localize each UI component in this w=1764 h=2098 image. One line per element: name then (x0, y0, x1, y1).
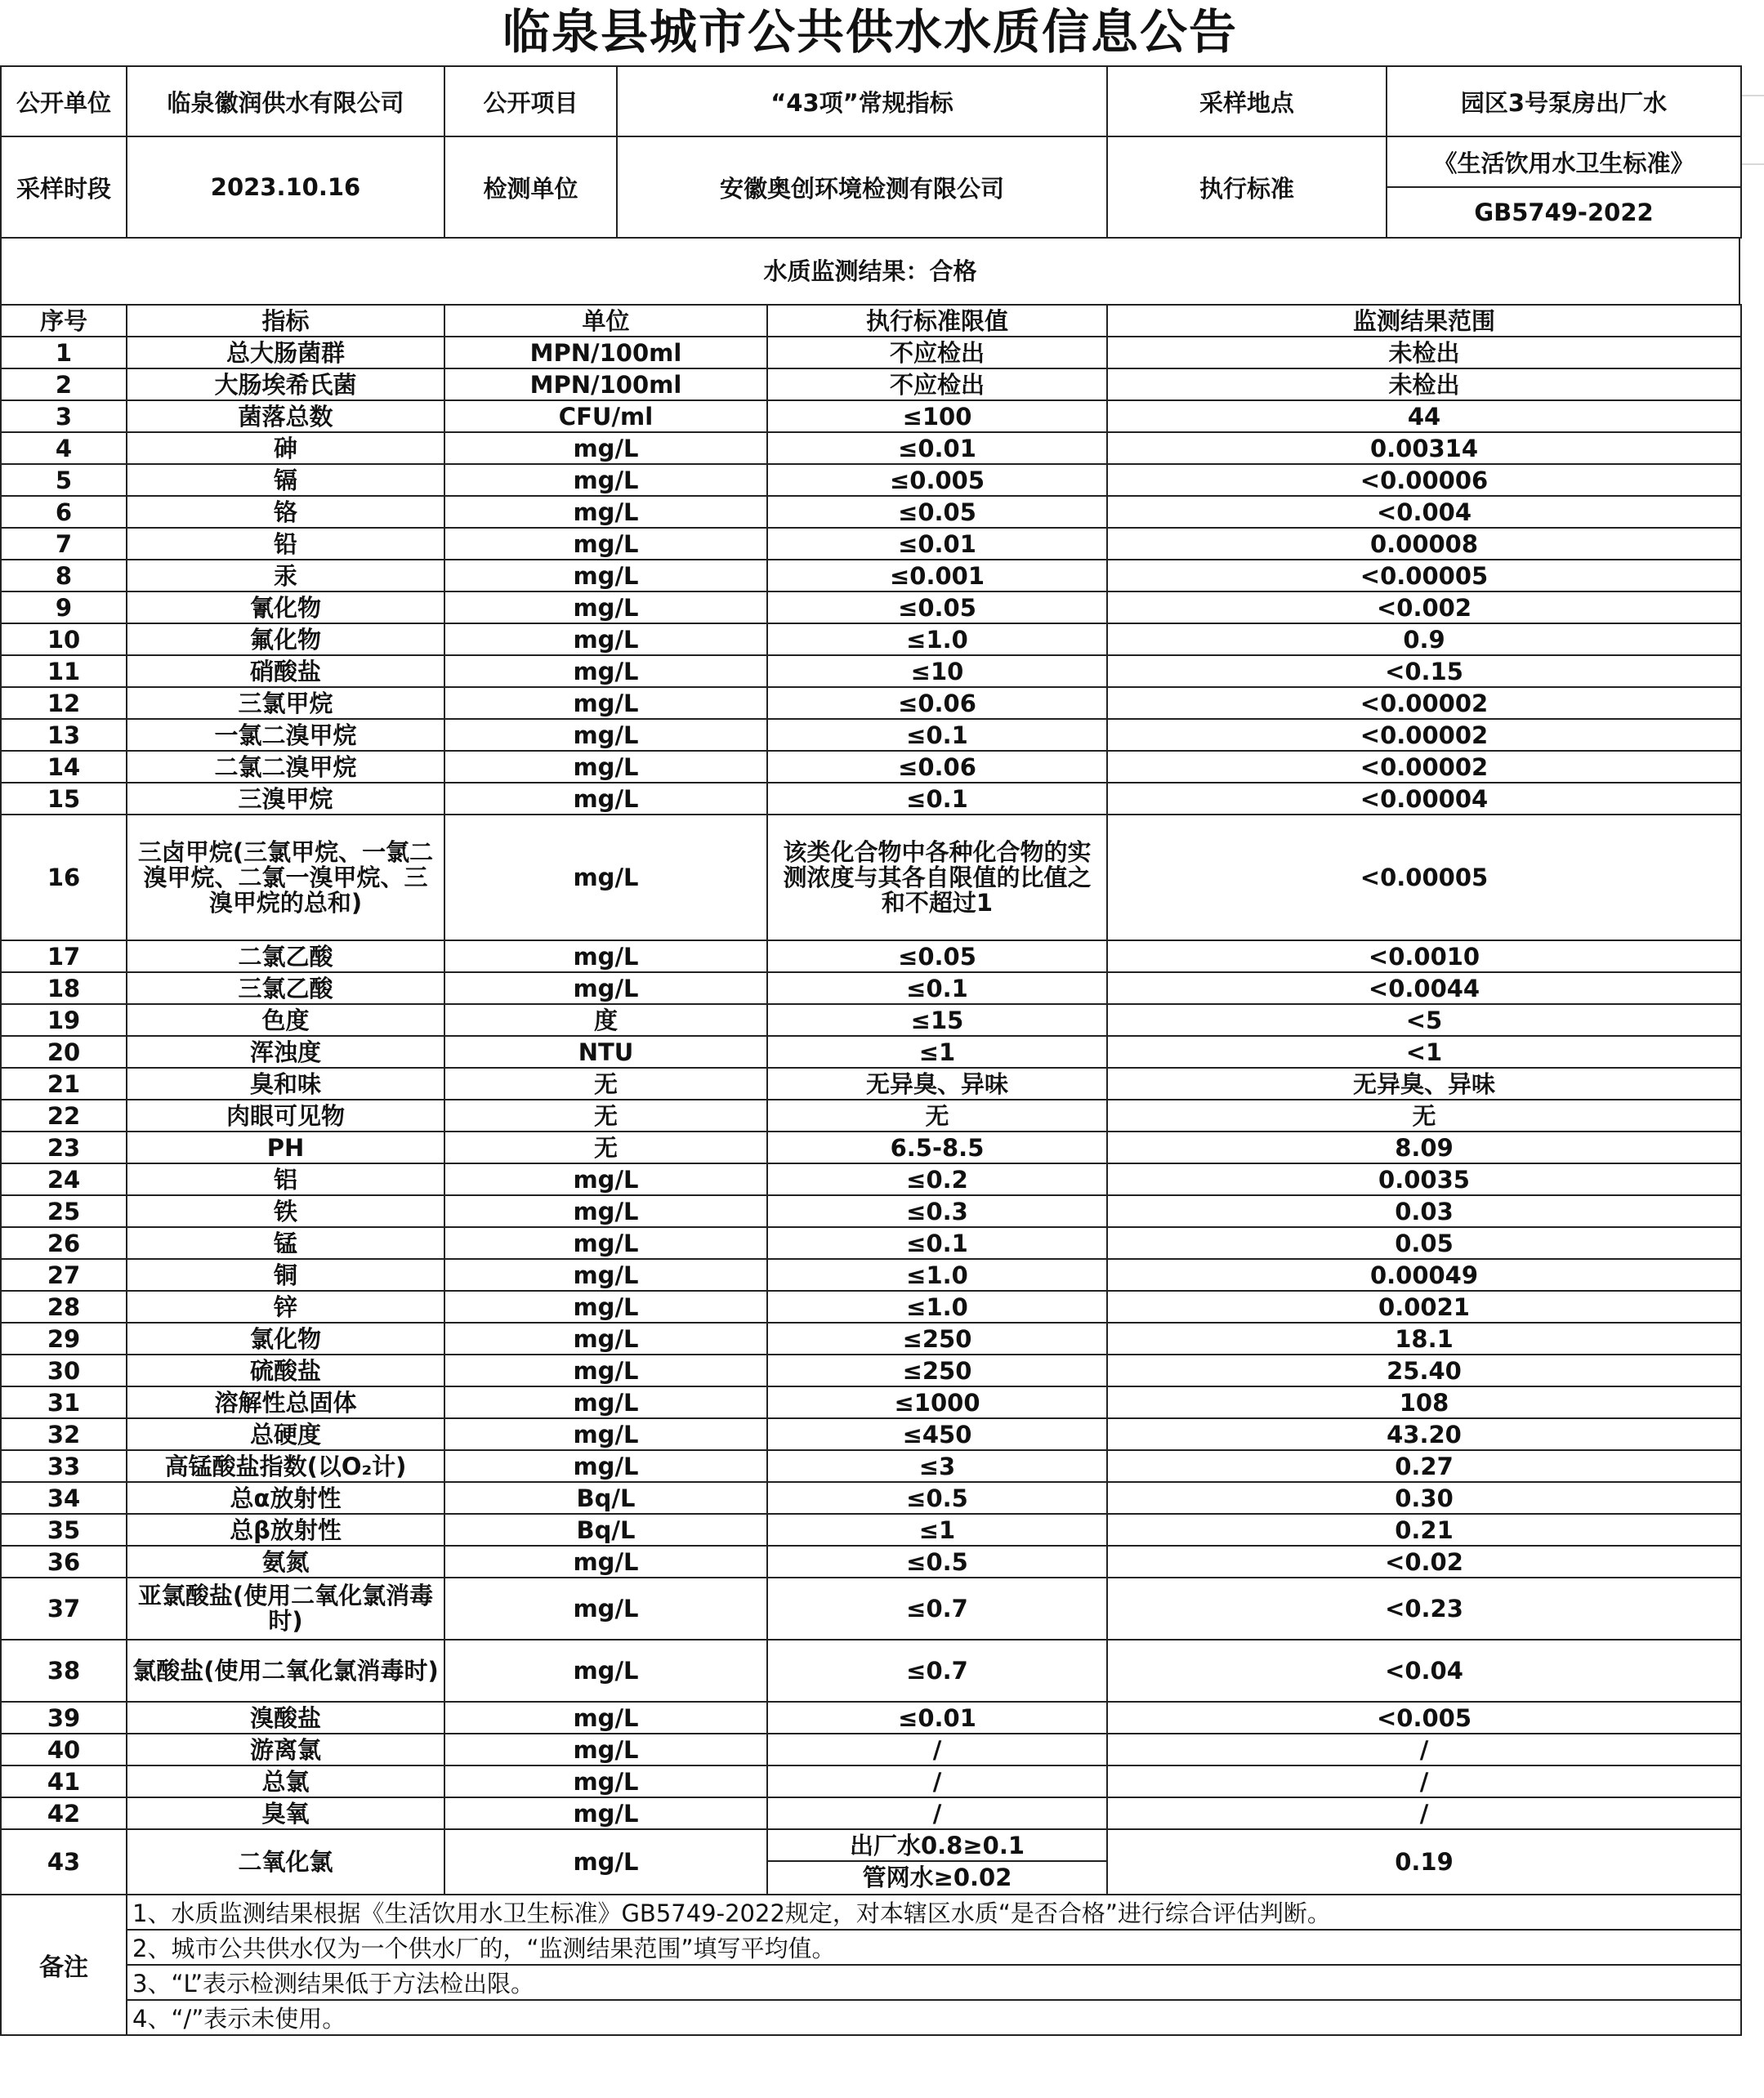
table-row (1, 528, 1741, 560)
row-indicator: 硫酸盐 (127, 1355, 444, 1386)
table-row (1, 972, 1741, 1004)
row-indicator: 砷 (127, 432, 444, 464)
row-result: / (1107, 1765, 1741, 1797)
row-no: 42 (1, 1797, 127, 1829)
row-unit: MPN/100ml (444, 368, 767, 400)
table-row (1, 560, 1741, 591)
table-row (1, 1830, 1741, 1895)
row-unit: mg/L (444, 1386, 767, 1418)
row-unit: 度 (444, 1004, 767, 1036)
row-result: / (1107, 1797, 1741, 1829)
table-row (1, 1355, 1741, 1386)
lab-value: 安徽奥创环境检测有限公司 (617, 136, 1107, 238)
notes-label: 备注 (1, 1895, 127, 2035)
row-indicator: 总大肠菌群 (127, 337, 444, 368)
row-limit: 无异臭、异味 (767, 1068, 1107, 1100)
note-item: 4、“/”表示未使用。 (127, 2000, 1741, 2035)
row-indicator: 镉 (127, 464, 444, 496)
row-no: 2 (1, 368, 127, 400)
table-row (1, 1163, 1741, 1195)
row-unit: mg/L (444, 1450, 767, 1482)
row-unit: mg/L (444, 432, 767, 464)
table-row (1, 1734, 1741, 1765)
table-row (1, 1259, 1741, 1291)
row-no: 7 (1, 528, 127, 560)
row-result: 未检出 (1107, 368, 1741, 400)
row-no: 41 (1, 1765, 127, 1797)
row-indicator: 臭氧 (127, 1797, 444, 1829)
notes-table (0, 1895, 1742, 2036)
row-no: 19 (1, 1004, 127, 1036)
row-result: <0.04 (1107, 1640, 1741, 1702)
row-limit: ≤0.005 (767, 464, 1107, 496)
row-limit: ≤0.2 (767, 1163, 1107, 1195)
table-row (1, 464, 1741, 496)
row-unit: mg/L (444, 972, 767, 1004)
row-result: <1 (1107, 1036, 1741, 1068)
row-unit: mg/L (444, 687, 767, 719)
table-row (1, 783, 1741, 815)
row-unit: mg/L (444, 655, 767, 687)
row-result: <0.00002 (1107, 687, 1741, 719)
row-indicator: 二氯乙酸 (127, 940, 444, 972)
row-result: / (1107, 1734, 1741, 1765)
table-row (1, 591, 1741, 623)
period-label: 采样时段 (1, 136, 127, 238)
row-limit: ≤1000 (767, 1386, 1107, 1418)
item-value: “43项”常规指标 (617, 66, 1107, 136)
row-unit: mg/L (444, 1323, 767, 1355)
row-unit: mg/L (444, 1830, 767, 1895)
result-summary: 水质监测结果：合格 (0, 239, 1740, 304)
table-row (1, 1546, 1741, 1578)
row-limit: ≤0.1 (767, 719, 1107, 751)
row-unit: mg/L (444, 1546, 767, 1578)
row-limit: ≤0.1 (767, 972, 1107, 1004)
row-indicator: 溶解性总固体 (127, 1386, 444, 1418)
row-result: 25.40 (1107, 1355, 1741, 1386)
row-result: 0.9 (1107, 623, 1741, 655)
row-indicator: 二氧化氯 (127, 1830, 444, 1895)
row-unit: mg/L (444, 560, 767, 591)
table-row (1, 1068, 1741, 1100)
row-limit: / (767, 1734, 1107, 1765)
row-indicator: 二氯二溴甲烷 (127, 751, 444, 783)
row-limit: 不应检出 (767, 337, 1107, 368)
table-row (1, 496, 1741, 528)
row-indicator: 浑浊度 (127, 1036, 444, 1068)
row-no: 17 (1, 940, 127, 972)
row-limit: ≤10 (767, 655, 1107, 687)
row-limit: ≤1.0 (767, 1259, 1107, 1291)
row-indicator: 汞 (127, 560, 444, 591)
info-table (0, 65, 1742, 239)
table-row (1, 337, 1741, 368)
row-no: 24 (1, 1163, 127, 1195)
row-unit: mg/L (444, 1291, 767, 1323)
row-indicator: 总β放射性 (127, 1514, 444, 1546)
row-no: 39 (1, 1702, 127, 1734)
note-item: 2、城市公共供水仅为一个供水厂的，“监测结果范围”填写平均值。 (127, 1930, 1741, 1965)
row-no: 28 (1, 1291, 127, 1323)
table-row (1, 400, 1741, 432)
table-row (1, 1578, 1741, 1640)
row-limit: ≤0.01 (767, 1702, 1107, 1734)
row-result: <0.005 (1107, 1702, 1741, 1734)
row-no: 6 (1, 496, 127, 528)
row-unit: MPN/100ml (444, 337, 767, 368)
row-limit: 不应检出 (767, 368, 1107, 400)
row-result: <0.002 (1107, 591, 1741, 623)
site-value: 园区3号泵房出厂水 (1387, 66, 1741, 136)
row-limit-plant: 出厂水0.8≥0.1 (768, 1830, 1106, 1862)
row-unit: mg/L (444, 623, 767, 655)
table-row (1, 1482, 1741, 1514)
row-no: 29 (1, 1323, 127, 1355)
report-sheet (0, 65, 1740, 2036)
row-limit: ≤0.7 (767, 1578, 1107, 1640)
row-no: 5 (1, 464, 127, 496)
row-unit: 无 (444, 1132, 767, 1163)
table-row (1, 940, 1741, 972)
row-result: 0.19 (1107, 1830, 1741, 1895)
row-result: 无异臭、异味 (1107, 1068, 1741, 1100)
row-limit: ≤0.01 (767, 528, 1107, 560)
row-limit: ≤1.0 (767, 1291, 1107, 1323)
standard-value-code: GB5749-2022 (1387, 187, 1741, 238)
row-limit: ≤0.1 (767, 1227, 1107, 1259)
table-row (1, 368, 1741, 400)
row-limit: ≤0.06 (767, 751, 1107, 783)
row-indicator: 锰 (127, 1227, 444, 1259)
row-indicator: 肉眼可见物 (127, 1100, 444, 1132)
standard-label: 执行标准 (1107, 136, 1387, 238)
row-limit: 该类化合物中各种化合物的实测浓度与其各自限值的比值之和不超过1 (767, 815, 1107, 940)
row-limit: ≤450 (767, 1418, 1107, 1450)
row-unit: mg/L (444, 1578, 767, 1640)
row-unit: mg/L (444, 1227, 767, 1259)
row-result: <0.15 (1107, 655, 1741, 687)
row-unit: mg/L (444, 1734, 767, 1765)
row-limit: ≤0.01 (767, 432, 1107, 464)
row-limit: 无 (767, 1100, 1107, 1132)
row-result: <0.004 (1107, 496, 1741, 528)
row-limit: ≤1.0 (767, 623, 1107, 655)
row-no: 23 (1, 1132, 127, 1163)
row-unit: mg/L (444, 1418, 767, 1450)
row-unit: mg/L (444, 719, 767, 751)
table-header-row (1, 305, 1741, 337)
row-result: 18.1 (1107, 1323, 1741, 1355)
note-item: 1、水质监测结果根据《生活饮用水卫生标准》GB5749-2022规定，对本辖区水质“是否合格”进行综合评估判断。 (127, 1895, 1741, 1930)
row-unit: mg/L (444, 1355, 767, 1386)
row-result: 108 (1107, 1386, 1741, 1418)
row-no: 1 (1, 337, 127, 368)
row-result: 0.0035 (1107, 1163, 1741, 1195)
row-no: 21 (1, 1068, 127, 1100)
row-unit: 无 (444, 1068, 767, 1100)
row-indicator: 菌落总数 (127, 400, 444, 432)
row-result: 43.20 (1107, 1418, 1741, 1450)
row-limit-network: 管网水≥0.02 (862, 1864, 1012, 1891)
row-limit: ≤0.1 (767, 783, 1107, 815)
row-indicator: 硝酸盐 (127, 655, 444, 687)
row-limit: ≤0.001 (767, 560, 1107, 591)
row-result: <0.00006 (1107, 464, 1741, 496)
row-result: 8.09 (1107, 1132, 1741, 1163)
table-row (1, 1291, 1741, 1323)
row-indicator: 亚氯酸盐(使用二氧化氯消毒时) (127, 1578, 444, 1640)
row-no: 10 (1, 623, 127, 655)
row-unit: mg/L (444, 1163, 767, 1195)
row-unit: mg/L (444, 815, 767, 940)
lab-label: 检测单位 (444, 136, 617, 238)
row-result: <0.00005 (1107, 560, 1741, 591)
row-indicator: 溴酸盐 (127, 1702, 444, 1734)
row-no: 40 (1, 1734, 127, 1765)
row-indicator: 氰化物 (127, 591, 444, 623)
row-no: 22 (1, 1100, 127, 1132)
row-no: 32 (1, 1418, 127, 1450)
row-result: <0.00002 (1107, 751, 1741, 783)
row-result: 0.27 (1107, 1450, 1741, 1482)
table-row (1, 623, 1741, 655)
row-unit: mg/L (444, 591, 767, 623)
table-row (1, 432, 1741, 464)
row-indicator: 锌 (127, 1291, 444, 1323)
row-indicator: 色度 (127, 1004, 444, 1036)
row-indicator: 高锰酸盐指数(以O₂计) (127, 1450, 444, 1482)
row-indicator: 铁 (127, 1195, 444, 1227)
row-limit: ≤0.7 (767, 1640, 1107, 1702)
row-no: 3 (1, 400, 127, 432)
period-value: 2023.10.16 (127, 136, 444, 238)
row-no: 27 (1, 1259, 127, 1291)
row-limit: ≤0.05 (767, 940, 1107, 972)
row-no: 25 (1, 1195, 127, 1227)
row-unit: mg/L (444, 1702, 767, 1734)
row-result: <5 (1107, 1004, 1741, 1036)
row-43-table (0, 1830, 1742, 1895)
row-result: 0.00049 (1107, 1259, 1741, 1291)
table-row (1, 1100, 1741, 1132)
row-indicator: 三氯乙酸 (127, 972, 444, 1004)
row-no: 16 (1, 815, 127, 940)
row-result: 无 (1107, 1100, 1741, 1132)
row-no: 37 (1, 1578, 127, 1640)
table-row (1, 687, 1741, 719)
table-row (1, 815, 1741, 940)
page-title: 临泉县城市公共供水水质信息公告 (502, 4, 1238, 60)
row-indicator: PH (127, 1132, 444, 1163)
row-limit (767, 1830, 1107, 1895)
row-no: 18 (1, 972, 127, 1004)
row-indicator: 游离氯 (127, 1734, 444, 1765)
col-header-indicator: 指标 (127, 305, 444, 337)
row-no: 14 (1, 751, 127, 783)
row-indicator: 铅 (127, 528, 444, 560)
row-indicator: 三氯甲烷 (127, 687, 444, 719)
table-row (1, 1036, 1741, 1068)
row-indicator: 铝 (127, 1163, 444, 1195)
row-indicator: 铬 (127, 496, 444, 528)
unit-label: 公开单位 (1, 66, 127, 136)
row-unit: mg/L (444, 783, 767, 815)
row-unit: mg/L (444, 464, 767, 496)
note-item: 3、“L”表示检测结果低于方法检出限。 (127, 1965, 1741, 2000)
row-limit: ≤250 (767, 1355, 1107, 1386)
row-unit: Bq/L (444, 1514, 767, 1546)
row-no: 26 (1, 1227, 127, 1259)
row-limit: 6.5-8.5 (767, 1132, 1107, 1163)
standard-value-name: 《生活饮用水卫生标准》 (1387, 136, 1741, 187)
item-label: 公开项目 (444, 66, 617, 136)
row-limit: ≤1 (767, 1036, 1107, 1068)
row-limit: ≤15 (767, 1004, 1107, 1036)
row-no: 35 (1, 1514, 127, 1546)
row-indicator: 铜 (127, 1259, 444, 1291)
table-row (1, 1702, 1741, 1734)
table-row (1, 1640, 1741, 1702)
row-no: 30 (1, 1355, 127, 1386)
row-limit: ≤0.5 (767, 1482, 1107, 1514)
row-no: 20 (1, 1036, 127, 1068)
row-result: <0.00004 (1107, 783, 1741, 815)
row-result: 0.00314 (1107, 432, 1741, 464)
row-limit: ≤0.5 (767, 1546, 1107, 1578)
row-indicator: 三溴甲烷 (127, 783, 444, 815)
row-no: 33 (1, 1450, 127, 1482)
row-no: 8 (1, 560, 127, 591)
table-row (1, 719, 1741, 751)
row-unit: CFU/ml (444, 400, 767, 432)
row-no: 11 (1, 655, 127, 687)
row-no: 43 (1, 1830, 127, 1895)
table-row (1, 1386, 1741, 1418)
row-unit: mg/L (444, 496, 767, 528)
row-limit: ≤100 (767, 400, 1107, 432)
row-unit: mg/L (444, 1797, 767, 1829)
row-no: 15 (1, 783, 127, 815)
row-indicator: 氯酸盐(使用二氧化氯消毒时) (127, 1640, 444, 1702)
row-no: 31 (1, 1386, 127, 1418)
row-unit: mg/L (444, 1259, 767, 1291)
row-no: 38 (1, 1640, 127, 1702)
row-limit: ≤0.3 (767, 1195, 1107, 1227)
row-no: 12 (1, 687, 127, 719)
row-indicator: 臭和味 (127, 1068, 444, 1100)
row-result: 0.21 (1107, 1514, 1741, 1546)
row-limit: ≤0.05 (767, 496, 1107, 528)
row-result: <0.23 (1107, 1578, 1741, 1640)
row-result: 0.00008 (1107, 528, 1741, 560)
row-indicator: 总α放射性 (127, 1482, 444, 1514)
table-row (1, 1195, 1741, 1227)
row-limit: ≤0.06 (767, 687, 1107, 719)
row-limit: ≤0.05 (767, 591, 1107, 623)
row-no: 36 (1, 1546, 127, 1578)
row-result: <0.0044 (1107, 972, 1741, 1004)
table-row (1, 1797, 1741, 1829)
row-indicator: 氯化物 (127, 1323, 444, 1355)
row-unit: mg/L (444, 1640, 767, 1702)
row-result: <0.00005 (1107, 815, 1741, 940)
row-unit: mg/L (444, 1765, 767, 1797)
row-indicator: 氟化物 (127, 623, 444, 655)
row-no: 34 (1, 1482, 127, 1514)
row-indicator: 总硬度 (127, 1418, 444, 1450)
col-header-result: 监测结果范围 (1107, 305, 1741, 337)
row-result: <0.02 (1107, 1546, 1741, 1578)
row-limit: / (767, 1765, 1107, 1797)
table-row (1, 1132, 1741, 1163)
col-header-unit: 单位 (444, 305, 767, 337)
row-unit: mg/L (444, 940, 767, 972)
table-row (1, 1450, 1741, 1482)
table-row (1, 751, 1741, 783)
row-result: <0.00002 (1107, 719, 1741, 751)
row-no: 9 (1, 591, 127, 623)
indicator-table (0, 304, 1742, 1830)
row-no: 4 (1, 432, 127, 464)
row-indicator: 一氯二溴甲烷 (127, 719, 444, 751)
row-unit: Bq/L (444, 1482, 767, 1514)
row-indicator: 三卤甲烷(三氯甲烷、一氯二溴甲烷、二氯一溴甲烷、三溴甲烷的总和) (127, 815, 444, 940)
row-indicator: 氨氮 (127, 1546, 444, 1578)
row-unit: mg/L (444, 528, 767, 560)
row-unit: 无 (444, 1100, 767, 1132)
row-indicator: 总氯 (127, 1765, 444, 1797)
row-limit: ≤250 (767, 1323, 1107, 1355)
table-row (1, 655, 1741, 687)
row-result: <0.0010 (1107, 940, 1741, 972)
row-result: 0.30 (1107, 1482, 1741, 1514)
col-header-no: 序号 (1, 305, 127, 337)
table-row (1, 1418, 1741, 1450)
row-no: 13 (1, 719, 127, 751)
table-row (1, 1227, 1741, 1259)
row-indicator: 大肠埃希氏菌 (127, 368, 444, 400)
row-limit: / (767, 1797, 1107, 1829)
row-result: 未检出 (1107, 337, 1741, 368)
col-header-limit: 执行标准限值 (767, 305, 1107, 337)
row-unit: mg/L (444, 1195, 767, 1227)
row-unit: NTU (444, 1036, 767, 1068)
row-result: 0.05 (1107, 1227, 1741, 1259)
row-result: 0.0021 (1107, 1291, 1741, 1323)
table-row (1, 1323, 1741, 1355)
row-result: 44 (1107, 400, 1741, 432)
site-label: 采样地点 (1107, 66, 1387, 136)
table-row (1, 1514, 1741, 1546)
table-row (1, 1765, 1741, 1797)
unit-value: 临泉徽润供水有限公司 (127, 66, 444, 136)
row-unit: mg/L (444, 751, 767, 783)
table-row (1, 1004, 1741, 1036)
row-limit: ≤1 (767, 1514, 1107, 1546)
row-result: 0.03 (1107, 1195, 1741, 1227)
row-limit: ≤3 (767, 1450, 1107, 1482)
